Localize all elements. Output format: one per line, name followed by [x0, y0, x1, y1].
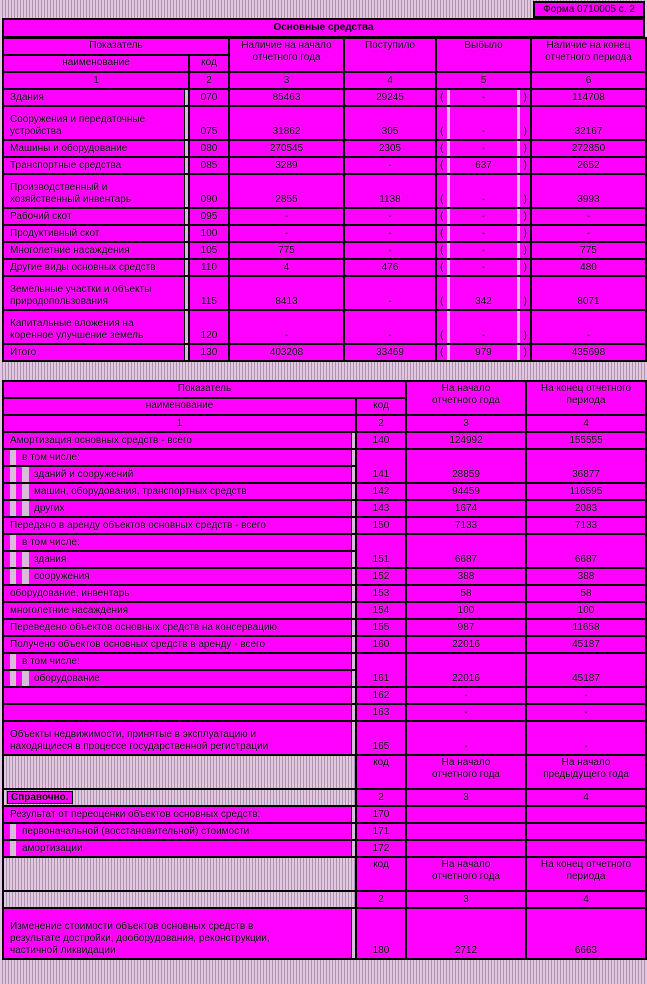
row-end: 45187: [526, 636, 646, 653]
row-code: 115: [189, 276, 229, 310]
paren-open: (: [440, 194, 444, 205]
row-name-empty: [3, 704, 356, 721]
row-code: 130: [189, 344, 229, 361]
form-number-label: Форма 0710005 с. 2: [533, 1, 645, 18]
name-header: наименование: [3, 398, 356, 415]
row-end: 2083: [526, 500, 646, 517]
table-row: [3, 432, 646, 449]
row-prev: [526, 840, 646, 857]
row-code: 154: [356, 602, 406, 619]
row-disposed: [436, 157, 531, 174]
row-received: 29245: [344, 89, 436, 106]
table-row: [3, 310, 646, 344]
start-header: На начало отчетного года: [406, 857, 526, 891]
paren-open: (: [440, 296, 444, 307]
row-name: Рабочий скот: [3, 208, 189, 225]
row-code: 143: [356, 500, 406, 517]
row-name-empty: [3, 687, 356, 704]
row-code: 153: [356, 585, 406, 602]
row-name: Сооружения и передаточные устройства: [3, 106, 189, 140]
column-number: 4: [526, 891, 646, 908]
row-received: -: [344, 276, 436, 310]
row-name: Здания: [3, 89, 189, 106]
fixed-assets-table: [2, 37, 647, 362]
row-end: 114708: [531, 89, 646, 106]
row-name: Другие виды основных средств: [3, 259, 189, 276]
column-number: 4: [344, 72, 436, 89]
row-end: 32167: [531, 106, 646, 140]
row-code: 080: [189, 140, 229, 157]
table-row: [3, 483, 646, 500]
start-header: Наличие на начало отчетного года: [229, 38, 344, 72]
table-row: [3, 704, 646, 721]
column-number: 4: [526, 789, 646, 806]
row-received: -: [344, 225, 436, 242]
table-row: [3, 806, 646, 823]
row-start: 987: [406, 619, 526, 636]
row-code: 075: [189, 106, 229, 140]
header-row: [3, 38, 646, 55]
striped-filler: [3, 857, 356, 891]
table-row: [3, 449, 646, 466]
row-end: 7133: [526, 517, 646, 534]
row-code: 142: [356, 483, 406, 500]
row-code: 151: [356, 534, 406, 568]
including-label: в том числе:: [3, 534, 356, 551]
row-name: здания: [3, 551, 356, 568]
paren-close: ): [523, 194, 527, 205]
table-row: [3, 517, 646, 534]
row-disposed: [436, 89, 531, 106]
row-name: Переведено объектов основных средств на консервацию: [3, 619, 356, 636]
column-number: 2: [189, 72, 229, 89]
row-name: других: [3, 500, 356, 517]
row-name: амортизации: [3, 840, 356, 857]
row-start: -: [229, 208, 344, 225]
column-number: 3: [229, 72, 344, 89]
row-start: 6687: [406, 534, 526, 568]
table-row: [3, 840, 646, 857]
reference-label: Справочно.: [7, 791, 73, 804]
row-start: 7133: [406, 517, 526, 534]
disposed-value: 342: [475, 296, 492, 307]
table-row: [3, 602, 646, 619]
row-name: Производственный и хозяйственный инвентарь: [3, 174, 189, 208]
name-header: наименование: [3, 55, 189, 72]
row-received: 33469: [344, 344, 436, 361]
disposed-value: -: [481, 143, 486, 154]
row-disposed: [436, 106, 531, 140]
row-code: 090: [189, 174, 229, 208]
column-number: 3: [406, 789, 526, 806]
paren-close: ): [523, 143, 527, 154]
table-row: [3, 174, 646, 208]
table-row: [3, 534, 646, 551]
column-number-row: [3, 891, 646, 908]
row-code: 110: [189, 259, 229, 276]
disposed-value: -: [481, 245, 486, 256]
row-end: 11658: [526, 619, 646, 636]
row-start: 28859: [406, 449, 526, 483]
row-received: -: [344, 208, 436, 225]
paren-open: (: [440, 92, 444, 103]
row-start: 2712: [406, 908, 526, 959]
row-name: Продуктивный скот: [3, 225, 189, 242]
end-header: На конец отчетного периода: [526, 381, 646, 415]
row-start: -: [406, 721, 526, 755]
row-code: 155: [356, 619, 406, 636]
table-row: [3, 568, 646, 585]
paren-open: (: [440, 330, 444, 341]
row-start: 270545: [229, 140, 344, 157]
row-start: 31862: [229, 106, 344, 140]
row-start: [406, 823, 526, 840]
received-header: Поступило: [344, 38, 436, 72]
row-end: -: [531, 310, 646, 344]
section-title: Основные средства: [2, 18, 645, 38]
total-row: [3, 344, 646, 361]
row-end: 3993: [531, 174, 646, 208]
row-end: 45187: [526, 653, 646, 687]
row-name: оборудование: [3, 670, 356, 687]
paren-close: ): [523, 211, 527, 222]
row-end: 388: [526, 568, 646, 585]
disposed-value: 637: [475, 160, 492, 171]
row-start: -: [406, 687, 526, 704]
row-start: 22016: [406, 653, 526, 687]
column-number: 4: [526, 415, 646, 432]
row-received: -: [344, 310, 436, 344]
row-end: 480: [531, 259, 646, 276]
row-start: [406, 806, 526, 823]
indicator-header: Показатель: [3, 381, 406, 398]
row-start: 3289: [229, 157, 344, 174]
start-header: На начало отчетного года: [406, 381, 526, 415]
paren-close: ): [523, 160, 527, 171]
column-number: 3: [406, 415, 526, 432]
row-disposed: [436, 259, 531, 276]
table-row: [3, 89, 646, 106]
row-end: 775: [531, 242, 646, 259]
paren-open: (: [440, 228, 444, 239]
column-number-row: [3, 415, 646, 432]
row-code: 160: [356, 636, 406, 653]
column-number: 5: [436, 72, 531, 89]
column-number: 3: [406, 891, 526, 908]
row-start: [406, 840, 526, 857]
row-prev: [526, 806, 646, 823]
row-code: 140: [356, 432, 406, 449]
paren-close: ): [523, 296, 527, 307]
row-end: 272850: [531, 140, 646, 157]
paren-close: ): [523, 262, 527, 273]
row-code: 085: [189, 157, 229, 174]
paren-open: (: [440, 160, 444, 171]
table-row: [3, 500, 646, 517]
row-name: оборудование, инвентарь: [3, 585, 356, 602]
row-disposed: [436, 242, 531, 259]
row-name: многолетние насаждения: [3, 602, 356, 619]
table-row: [3, 823, 646, 840]
row-code: 180: [356, 908, 406, 959]
row-name: сооружения: [3, 568, 356, 585]
table-row: [3, 636, 646, 653]
column-number: 2: [356, 891, 406, 908]
row-name: Капитальные вложения на коренное улучшение земель: [3, 310, 189, 344]
row-name: Амортизация основных средств - всего: [3, 432, 356, 449]
row-start: 2855: [229, 174, 344, 208]
column-number: 1: [3, 72, 189, 89]
disposed-value: -: [481, 330, 486, 341]
row-name: Многолетние насаждения: [3, 242, 189, 259]
row-end: 2652: [531, 157, 646, 174]
row-start: 94459: [406, 483, 526, 500]
changes-header-row: [3, 857, 646, 891]
code-header: код: [356, 857, 406, 891]
row-name: первоначальной (восстановительной) стоимости: [3, 823, 356, 840]
row-name: Транспортные средства: [3, 157, 189, 174]
row-end: -: [526, 704, 646, 721]
row-code: 161: [356, 653, 406, 687]
table-row: [3, 106, 646, 140]
row-start: 8413: [229, 276, 344, 310]
row-disposed: [436, 310, 531, 344]
paren-close: ): [523, 228, 527, 239]
column-number: 2: [356, 789, 406, 806]
row-received: 1138: [344, 174, 436, 208]
striped-filler: [3, 891, 356, 908]
row-received: 476: [344, 259, 436, 276]
column-number: 2: [356, 415, 406, 432]
row-end: -: [531, 208, 646, 225]
including-label: в том числе:: [3, 449, 356, 466]
table-row: [3, 242, 646, 259]
row-end: 155555: [526, 432, 646, 449]
row-code: 141: [356, 449, 406, 483]
previous-year-header: На начало предыдущего года: [526, 755, 646, 789]
row-end: 100: [526, 602, 646, 619]
paren-close: ): [523, 347, 527, 358]
column-number-row: [3, 72, 646, 89]
table-row: [3, 619, 646, 636]
row-end: 435698: [531, 344, 646, 361]
row-code: 105: [189, 242, 229, 259]
row-code: 163: [356, 704, 406, 721]
row-end: 36877: [526, 449, 646, 483]
row-end: 8071: [531, 276, 646, 310]
table-row: [3, 225, 646, 242]
row-start: 85463: [229, 89, 344, 106]
code-header: код: [356, 755, 406, 789]
row-code: 095: [189, 208, 229, 225]
disposed-value: -: [481, 211, 486, 222]
row-code: 172: [356, 840, 406, 857]
row-start: 403208: [229, 344, 344, 361]
row-code: 171: [356, 823, 406, 840]
including-label: в том числе:: [3, 653, 356, 670]
row-code: 162: [356, 687, 406, 704]
reference-label-cell: [3, 789, 356, 806]
code-header: код: [189, 55, 229, 72]
row-start: -: [229, 310, 344, 344]
header-row: [3, 381, 646, 398]
table-row: [3, 208, 646, 225]
row-name: Результат от переоценки объектов основных средств:: [3, 806, 356, 823]
column-number: 6: [531, 72, 646, 89]
reference-label-row: [3, 789, 646, 806]
row-start: 4: [229, 259, 344, 276]
row-name: Земельные участки и объекты природопользования: [3, 276, 189, 310]
row-end: 6663: [526, 908, 646, 959]
paren-open: (: [440, 245, 444, 256]
end-header: На конец отчетного периода: [526, 857, 646, 891]
paren-open: (: [440, 211, 444, 222]
row-code: 120: [189, 310, 229, 344]
table-row: [3, 585, 646, 602]
row-received: -: [344, 157, 436, 174]
row-name: Передано в аренду объектов основных средств - всего: [3, 517, 356, 534]
table-row: [3, 721, 646, 755]
row-code: 070: [189, 89, 229, 106]
table-row: [3, 653, 646, 670]
row-name: Получено объектов основных средств в аренду - всего: [3, 636, 356, 653]
row-received: 305: [344, 106, 436, 140]
row-start: -: [229, 225, 344, 242]
row-code: 100: [189, 225, 229, 242]
row-start: 100: [406, 602, 526, 619]
row-name: Изменение стоимости объектов основных средств в результате достройки, дооборудования, реконструкции, частичной ликвидации: [3, 908, 356, 959]
depreciation-table: [2, 380, 647, 960]
row-start: 124992: [406, 432, 526, 449]
end-header: Наличие на конец отчетного периода: [531, 38, 646, 72]
paren-close: ): [523, 92, 527, 103]
paren-close: ): [523, 245, 527, 256]
row-code: 152: [356, 568, 406, 585]
row-code: 170: [356, 806, 406, 823]
row-name: Машины и оборудование: [3, 140, 189, 157]
paren-open: (: [440, 143, 444, 154]
table-row: [3, 276, 646, 310]
table-row: [3, 140, 646, 157]
row-name: машин, оборудования, транспортных средств: [3, 483, 356, 500]
column-number: 1: [3, 415, 356, 432]
table-row: [3, 687, 646, 704]
row-disposed: [436, 344, 531, 361]
row-code: 150: [356, 517, 406, 534]
code-header: код: [356, 398, 406, 415]
row-code: 165: [356, 721, 406, 755]
row-end: -: [526, 721, 646, 755]
paren-close: ): [523, 126, 527, 137]
disposed-value: 979: [475, 347, 492, 358]
row-disposed: [436, 225, 531, 242]
disposed-value: -: [481, 92, 486, 103]
row-disposed: [436, 174, 531, 208]
table-row: [3, 908, 646, 959]
row-end: 6687: [526, 534, 646, 568]
reference-header-row: [3, 755, 646, 789]
disposed-value: -: [481, 262, 486, 273]
row-start: 1674: [406, 500, 526, 517]
disposed-value: -: [481, 228, 486, 239]
row-end: -: [526, 687, 646, 704]
row-start: 22016: [406, 636, 526, 653]
paren-open: (: [440, 262, 444, 273]
table-row: [3, 259, 646, 276]
start-header: На начало отчетного года: [406, 755, 526, 789]
striped-filler: [3, 755, 356, 789]
row-disposed: [436, 208, 531, 225]
table-row: [3, 157, 646, 174]
disposed-value: -: [481, 126, 486, 137]
disposed-header: Выбыло: [436, 38, 531, 72]
row-name: зданий и сооружений: [3, 466, 356, 483]
indicator-header: Показатель: [3, 38, 229, 55]
row-start: 58: [406, 585, 526, 602]
row-prev: [526, 823, 646, 840]
row-name: Объекты недвижимости, принятые в эксплуатацию и находящиеся в процессе государственной регистрации: [3, 721, 356, 755]
row-end: 58: [526, 585, 646, 602]
row-start: -: [406, 704, 526, 721]
row-disposed: [436, 276, 531, 310]
disposed-value: -: [481, 194, 486, 205]
row-end: -: [531, 225, 646, 242]
row-end: 116595: [526, 483, 646, 500]
paren-close: ): [523, 330, 527, 341]
row-start: 388: [406, 568, 526, 585]
row-name: Итого: [3, 344, 189, 361]
row-received: 2305: [344, 140, 436, 157]
paren-open: (: [440, 347, 444, 358]
row-disposed: [436, 140, 531, 157]
row-start: 775: [229, 242, 344, 259]
row-received: -: [344, 242, 436, 259]
paren-open: (: [440, 126, 444, 137]
